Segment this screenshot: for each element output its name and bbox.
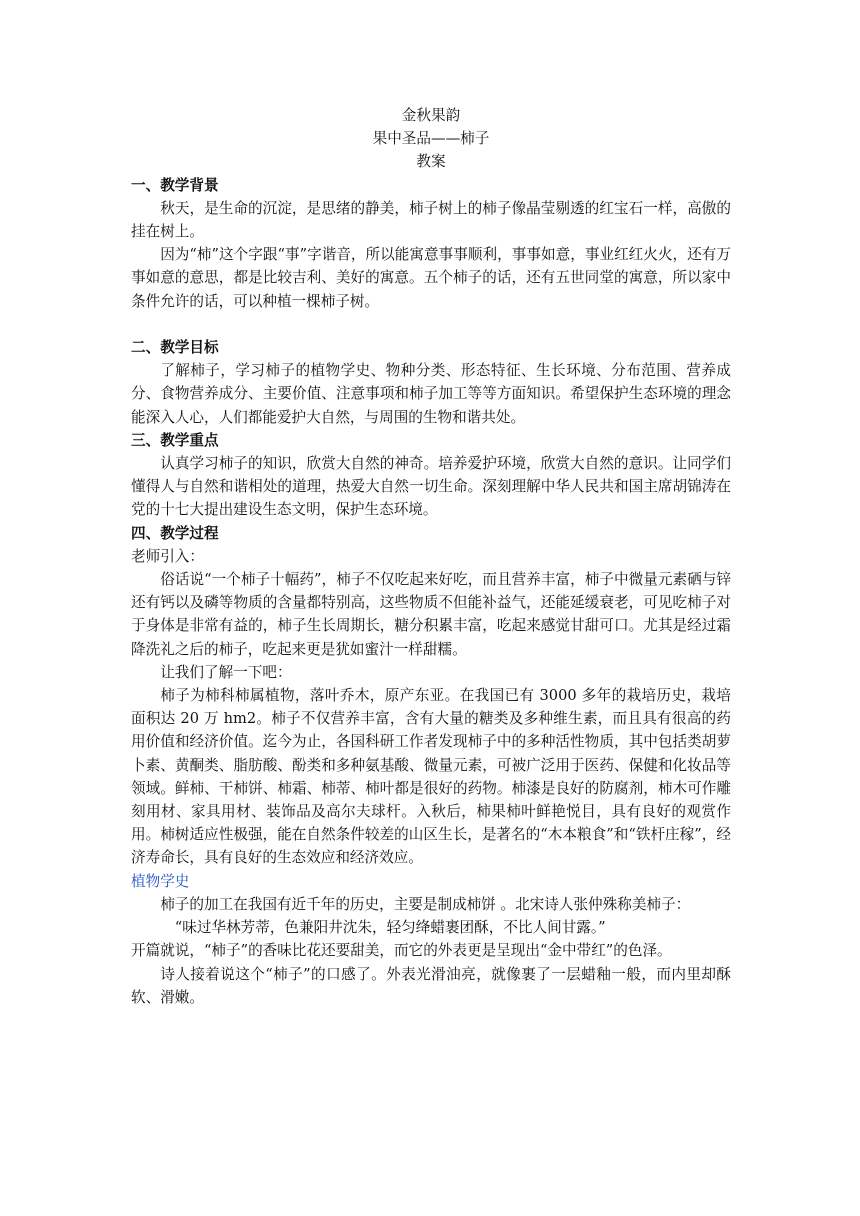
paragraph: 认真学习柿子的知识，欣赏大自然的神奇。培养爱护环境，欣赏大自然的意识。让同学们懂得人与自然和谐相处的道理，热爱大自然一切生命。深刻理解中华人民共和国主席胡锦涛在党的十七大提出建设生态文明，保护生态环境。 (131, 455, 731, 519)
document-type-label: 教案 (416, 153, 446, 171)
paragraph: 柿子的加工在我国有近千年的历史，主要是制成柿饼 。北宋诗人张仲殊称美柿子： (160, 895, 691, 913)
paragraph: 让我们了解一下吧： (160, 663, 292, 681)
teacher-intro-label: 老师引入： (131, 547, 204, 565)
paragraph: 俗话说“一个柿子十幅药”，柿子不仅吃起来好吃，而且营养丰富，柿子中微量元素硒与锌还有钙以及磷等物质的含量都特别高，这些物质不但能补益气，还能延缓衰老，可见吃柿子对于身体是非常有益的，柿子生长周期长，糖分积累丰富，吃起来感觉甘甜可口。尤其是经过霜降洗礼之后的柿子，吃起来更是犹如蜜汁一样甜糯。 (131, 571, 731, 658)
section-heading-objectives: 二、教学目标 (131, 339, 219, 357)
paragraph: 开篇就说，“柿子”的香味比花还要甜美，而它的外表更是呈现出“金中带红”的色泽。 (131, 942, 672, 960)
paragraph: 秋天，是生命的沉淀，是思绪的静美，柿子树上的柿子像晶莹剔透的红宝石一样，高傲的挂在树上。 (131, 199, 731, 241)
botanical-history-link[interactable]: 植物学史 (131, 872, 190, 890)
paragraph: 了解柿子，学习柿子的植物学史、物种分类、形态特征、生长环境、分布范围、营养成分、食物营养成分、主要价值、注意事项和柿子加工等等方面知识。希望保护生态环境的理念能深入人心，人们都能爱护大自然，与周围的生物和谐共处。 (131, 362, 731, 426)
section-heading-background: 一、教学背景 (131, 176, 219, 194)
document-page (131, 104, 731, 1009)
section-heading-process: 四、教学过程 (131, 524, 219, 542)
poem-quote: “味过华林芳蒂，色兼阳井沈朱，轻匀绛蜡裹团酥，不比人间甘露。” (174, 919, 606, 937)
paragraph: 柿子为柿科柿属植物，落叶乔木，原产东亚。在我国已有 3000 多年的栽培历史，栽培面积达 20 万 hm2。柿子不仅营养丰富，含有大量的糖类及多种维生素，而且具有很高的药用价值和经济价值。迄今为止，各国科研工作者发现柿子中的多种活性物质，其中包括类胡萝卜素、黄酮类、脂肪酸、酚类和多种氨基酸、微量元素，可被广泛用于医药、保健和化妆品等领域。鲜柿、干柿饼、柿霜、柿蒂、柿叶都是很好的药物。柿漆是良好的防腐剂，柿木可作雕刻用材、家具用材、装饰品及高尔夫球杆。入秋后，柿果柿叶鲜艳悦目，具有良好的观赏作用。柿树适应性极强，能在自然条件较差的山区生长，是著名的“木本粮食”和“铁杆庄稼”，经济寿命长，具有良好的生态效应和经济效应。 (131, 687, 731, 867)
document-title: 金秋果韵 (401, 107, 461, 124)
section-heading-key-points: 三、教学重点 (131, 431, 219, 449)
paragraph: 诗人接着说这个“柿子”的口感了。外表光滑油亮，就像裹了一层蜡釉一般，而内里却酥软、滑嫩。 (131, 965, 731, 1006)
paragraph: 因为“柿”这个字跟“事”字谐音，所以能寓意事事顺利，事事如意，事业红红火火，还有万事如意的意思，都是比较吉利、美好的寓意。五个柿子的话，还有五世同堂的寓意，所以家中条件允许的话，可以种植一棵柿子树。 (131, 246, 731, 310)
document-subtitle: 果中圣品——柿子 (372, 130, 490, 148)
blank-line (131, 313, 731, 336)
